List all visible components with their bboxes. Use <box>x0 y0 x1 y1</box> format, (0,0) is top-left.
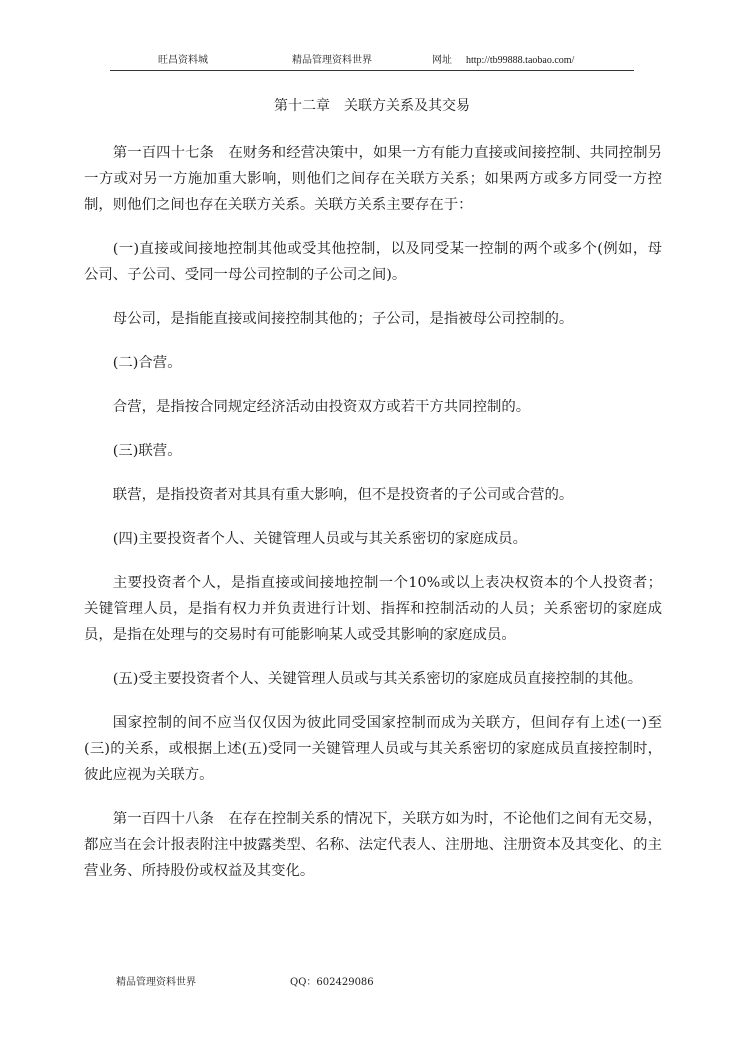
header-shop-name: 旺昌资料城 <box>158 55 208 66</box>
paragraph-key-persons-definition: 主要投资者个人，是指直接或间接地控制一个10%或以上表决权资本的个人投资者；关键管理人员，是指有权力并负责进行计划、指挥和控制活动的人员；关系密切的家庭成员，是指在处理与的交易时有可能影响某人或受其影响的家庭成员。 <box>84 575 662 643</box>
paragraph-parent-subsidiary-definition: 母公司，是指能直接或间接控制其他的；子公司，是指被母公司控制的。 <box>112 311 574 327</box>
paragraph-joint-venture-definition: 合营，是指按合同规定经济活动由投资双方或若干方共同控制的。 <box>112 399 531 415</box>
document-body <box>84 140 662 902</box>
paragraph-item-1: (一)直接或间接地控制其他或受其他控制，以及同受某一控制的两个或多个(例如，母公司、子公司、受同一母公司控制的子公司之间)。 <box>84 241 662 283</box>
paragraph-article-147: 第一百四十七条 在财务和经营决策中，如果一方有能力直接或间接控制、共同控制另一方或对另一方施加重大影响，则他们之间存在关联方关系；如果两方或多方同受一方控制，则他们之间也存在关联方关系。关联方关系主要存在于： <box>84 145 662 213</box>
chapter-title: 第十二章 关联方关系及其交易 <box>274 98 470 114</box>
paragraph-state-control: 国家控制的间不应当仅仅因为彼此同受国家控制而成为关联方，但间存有上述(一)至(三)的关系，或根据上述(五)受同一关键管理人员或与其关系密切的家庭成员直接控制时，彼此应视为关联方。 <box>84 715 662 783</box>
paragraph-associate-definition: 联营，是指投资者对其具有重大影响，但不是投资者的子公司或合营的。 <box>112 487 574 503</box>
footer-site-name: 精品管理资料世界 <box>116 977 196 988</box>
paragraph-item-5: (五)受主要投资者个人、关键管理人员或与其关系密切的家庭成员直接控制的其他。 <box>112 671 643 687</box>
page-header <box>110 52 634 71</box>
header-site-name: 精品管理资料世界 <box>292 55 372 66</box>
paragraph-item-2: (二)合营。 <box>112 355 182 371</box>
header-url-link[interactable]: http://tb99888.taobao.com/ <box>466 55 575 66</box>
paragraph-item-3: (三)联营。 <box>112 443 182 459</box>
footer-qq: QQ：602429086 <box>290 977 374 988</box>
page-footer <box>0 976 744 992</box>
header-url-label: 网址 <box>432 55 452 66</box>
paragraph-article-148: 第一百四十八条 在存在控制关系的情况下，关联方如为时，不论他们之间有无交易，都应当在会计报表附注中披露类型、名称、法定代表人、注册地、注册资本及其变化、的主营业务、所持股份或权益及其变化。 <box>84 811 662 879</box>
paragraph-item-4: (四)主要投资者个人、关键管理人员或与其关系密切的家庭成员。 <box>112 531 527 547</box>
